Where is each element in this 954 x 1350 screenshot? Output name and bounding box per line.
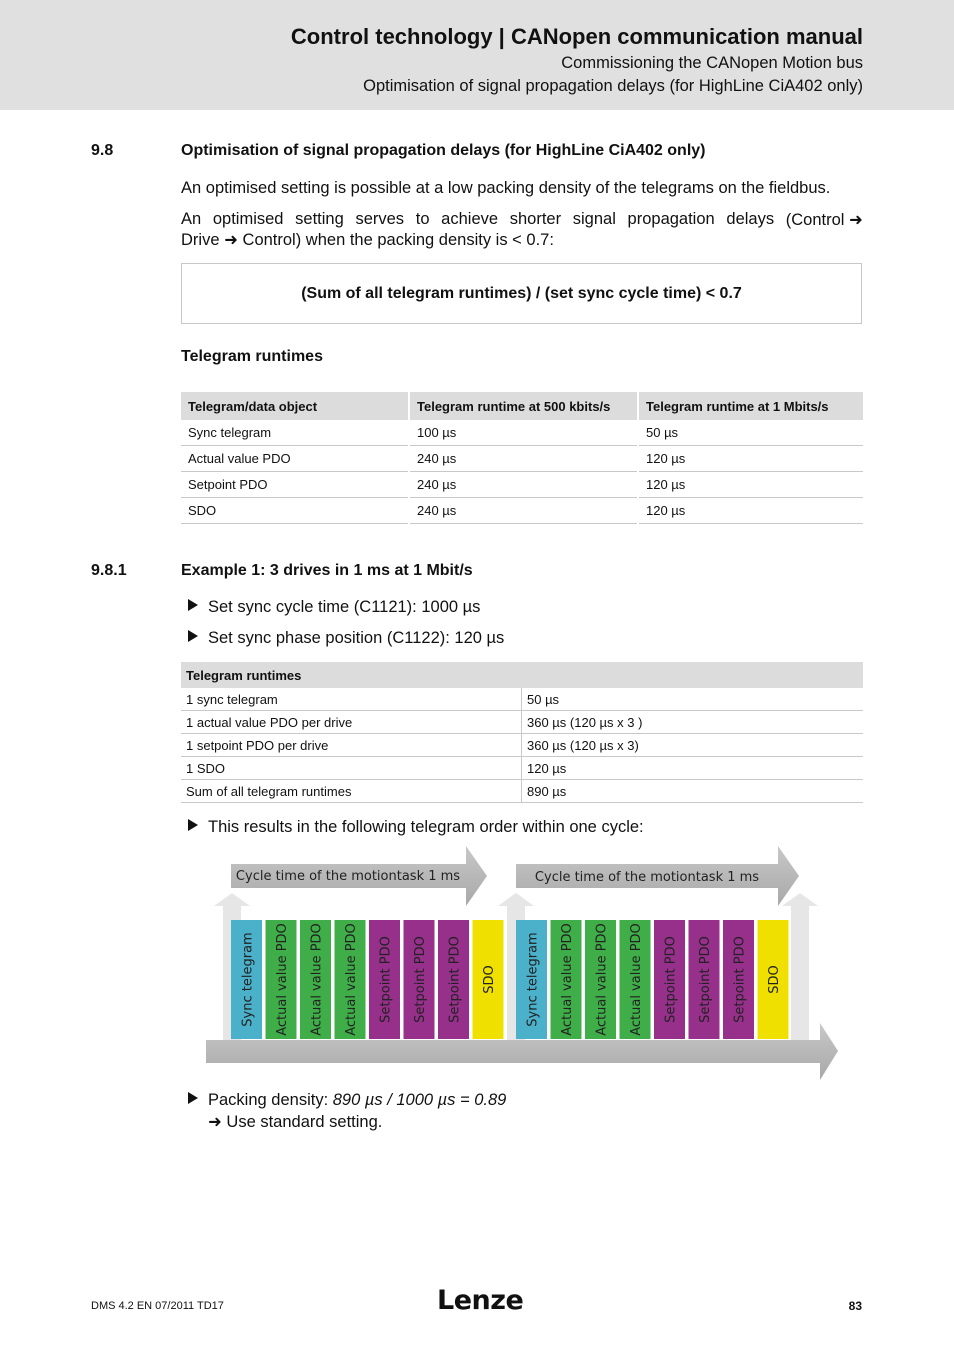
bullet-telegram-order bbox=[188, 818, 644, 837]
telegram-block-label: Setpoint PDO bbox=[413, 936, 428, 1023]
arrow-icon: ➜ bbox=[844, 211, 863, 229]
paragraph-line-2 bbox=[181, 230, 554, 250]
table-row bbox=[181, 498, 863, 524]
paragraph-word: (Control ➜ bbox=[785, 211, 863, 229]
table-cell: 240 µs bbox=[409, 446, 638, 472]
paragraph-word: An bbox=[181, 210, 202, 228]
paragraph-word: serves bbox=[355, 210, 405, 228]
table-cell: 120 µs bbox=[638, 472, 863, 498]
example-runtimes-table bbox=[181, 662, 863, 803]
triangle-bullet-icon bbox=[188, 630, 198, 642]
table-row bbox=[181, 780, 863, 803]
telegram-block-label: Sync telegram bbox=[240, 932, 256, 1027]
subsection-title: Example 1: 3 drives in 1 ms at 1 Mbit/s bbox=[181, 562, 473, 579]
telegram-block-label: Setpoint PDO bbox=[378, 936, 394, 1023]
table-cell: 1 actual value PDO per drive bbox=[181, 711, 522, 734]
telegram-block-label: SDO bbox=[767, 965, 782, 994]
lenze-logo: Lenze bbox=[437, 1285, 524, 1316]
paragraph-word: achieve bbox=[441, 210, 499, 228]
telegram-block-label: Setpoint PDO bbox=[663, 936, 679, 1023]
paragraph-word: optimised bbox=[212, 210, 284, 228]
table-cell: 1 sync telegram bbox=[181, 688, 522, 711]
text-drive: Drive bbox=[181, 231, 220, 249]
table-cell: Sync telegram bbox=[181, 420, 409, 446]
triangle-bullet-icon bbox=[188, 1092, 198, 1104]
subsection-number: 9.8.1 bbox=[91, 562, 127, 579]
bullet-text: Set sync cycle time (C1121): 1000 µs bbox=[208, 598, 481, 616]
column-header: Telegram runtime at 1 Mbits/s bbox=[638, 392, 863, 420]
table-cell: 100 µs bbox=[409, 420, 638, 446]
telegram-block-label: SDO bbox=[482, 965, 497, 994]
chapter-title: Commissioning the CANopen Motion bus bbox=[561, 54, 863, 72]
telegram-block-label: Setpoint PDO bbox=[732, 936, 748, 1023]
telegram-block-label: Setpoint PDO bbox=[698, 936, 713, 1023]
table-cell: 1 SDO bbox=[181, 757, 522, 780]
table-cell: 360 µs (120 µs x 3) bbox=[522, 734, 864, 757]
telegram-block-label: Actual value PDO bbox=[275, 923, 290, 1036]
table-cell: 360 µs (120 µs x 3 ) bbox=[522, 711, 864, 734]
table-heading: Telegram runtimes bbox=[181, 348, 323, 365]
table-cell: 240 µs bbox=[409, 498, 638, 524]
table-cell: Setpoint PDO bbox=[181, 472, 409, 498]
paragraph-word: delays bbox=[726, 210, 775, 228]
use-standard-line bbox=[208, 1112, 382, 1132]
table-cell: 240 µs bbox=[409, 472, 638, 498]
table-cell: Sum of all telegram runtimes bbox=[181, 780, 522, 803]
manual-title: Control technology | CANopen communication manual bbox=[290, 24, 863, 49]
formula-text: (Sum of all telegram runtimes) / (set sync cycle time) < 0.7 bbox=[301, 284, 742, 302]
bullet-text: Set sync phase position (C1122): 120 µs bbox=[208, 629, 505, 647]
paragraph-word: signal bbox=[572, 210, 616, 228]
triangle-bullet-icon bbox=[188, 599, 198, 611]
paragraph-word: setting bbox=[295, 210, 344, 228]
page-number: 83 bbox=[848, 1299, 862, 1313]
triangle-bullet-icon bbox=[188, 819, 198, 831]
table-cell: 50 µs bbox=[522, 688, 864, 711]
paragraph-word: to bbox=[415, 210, 430, 228]
telegram-order-diagram bbox=[200, 843, 845, 1088]
table-cell: 120 µs bbox=[638, 446, 863, 472]
bullet-sync-cycle bbox=[188, 598, 480, 617]
table-cell: 1 setpoint PDO per drive bbox=[181, 734, 522, 757]
formula-box bbox=[181, 263, 862, 324]
section-number: 9.8 bbox=[91, 142, 114, 159]
intro-paragraph: An optimised setting is possible at a low packing density of the telegrams on the fieldbus. bbox=[181, 179, 831, 197]
paragraph-line bbox=[181, 210, 863, 230]
telegram-block-label: Sync telegram bbox=[525, 932, 541, 1027]
telegram-block-label: Actual value PDO bbox=[629, 923, 644, 1036]
table-cell: 120 µs bbox=[638, 498, 863, 524]
telegram-block-label: Actual value PDO bbox=[344, 923, 359, 1036]
table-row bbox=[181, 757, 863, 780]
column-header: Telegram/data object bbox=[181, 392, 409, 420]
paragraph-word: shorter bbox=[509, 210, 562, 228]
table-header: Telegram runtimes bbox=[181, 662, 863, 688]
section-title: Optimisation of signal propagation delays (for HighLine CiA402 only) bbox=[181, 142, 706, 159]
table-row bbox=[181, 734, 863, 757]
table-row bbox=[181, 711, 863, 734]
bullet-packing-density bbox=[188, 1091, 506, 1110]
cycle-label-1: Cycle time of the motiontask 1 ms bbox=[235, 869, 461, 884]
table-row bbox=[181, 472, 863, 498]
table-cell: 890 µs bbox=[522, 780, 864, 803]
table-row bbox=[181, 446, 863, 472]
page-header bbox=[0, 0, 954, 110]
document-id: DMS 4.2 EN 07/2011 TD17 bbox=[91, 1300, 224, 1312]
telegram-block-label: Actual value PDO bbox=[594, 923, 610, 1036]
arrow-icon: ➜ bbox=[208, 1113, 222, 1131]
cycle-label-2: Cycle time of the motiontask 1 ms bbox=[534, 870, 760, 885]
arrow-icon: ➜ bbox=[224, 231, 238, 249]
packing-value: 890 µs / 1000 µs = 0.89 bbox=[332, 1091, 507, 1109]
use-standard-text: Use standard setting. bbox=[226, 1113, 383, 1131]
column-header: Telegram runtime at 500 kbits/s bbox=[409, 392, 638, 420]
paragraph-word: propagation bbox=[627, 210, 715, 228]
packing-label: Packing density: bbox=[208, 1091, 333, 1109]
table-header-row bbox=[181, 662, 863, 688]
table-row bbox=[181, 688, 863, 711]
text-control: Control) when the packing density is < 0.7: bbox=[242, 231, 554, 249]
telegram-runtimes-table bbox=[181, 392, 863, 524]
bullet-sync-phase bbox=[188, 629, 504, 648]
telegram-block-label: Setpoint PDO bbox=[447, 936, 463, 1023]
table-cell: Actual value PDO bbox=[181, 446, 409, 472]
telegram-block-label: Actual value PDO bbox=[560, 923, 575, 1036]
section-path: Optimisation of signal propagation delays (for HighLine CiA402 only) bbox=[363, 77, 863, 95]
table-header-row bbox=[181, 392, 863, 420]
table-cell: SDO bbox=[181, 498, 409, 524]
table-row bbox=[181, 420, 863, 446]
telegram-block-label: Actual value PDO bbox=[309, 923, 325, 1036]
table-cell: 50 µs bbox=[638, 420, 863, 446]
bullet-text: This results in the following telegram order within one cycle: bbox=[208, 818, 644, 836]
table-cell: 120 µs bbox=[522, 757, 864, 780]
